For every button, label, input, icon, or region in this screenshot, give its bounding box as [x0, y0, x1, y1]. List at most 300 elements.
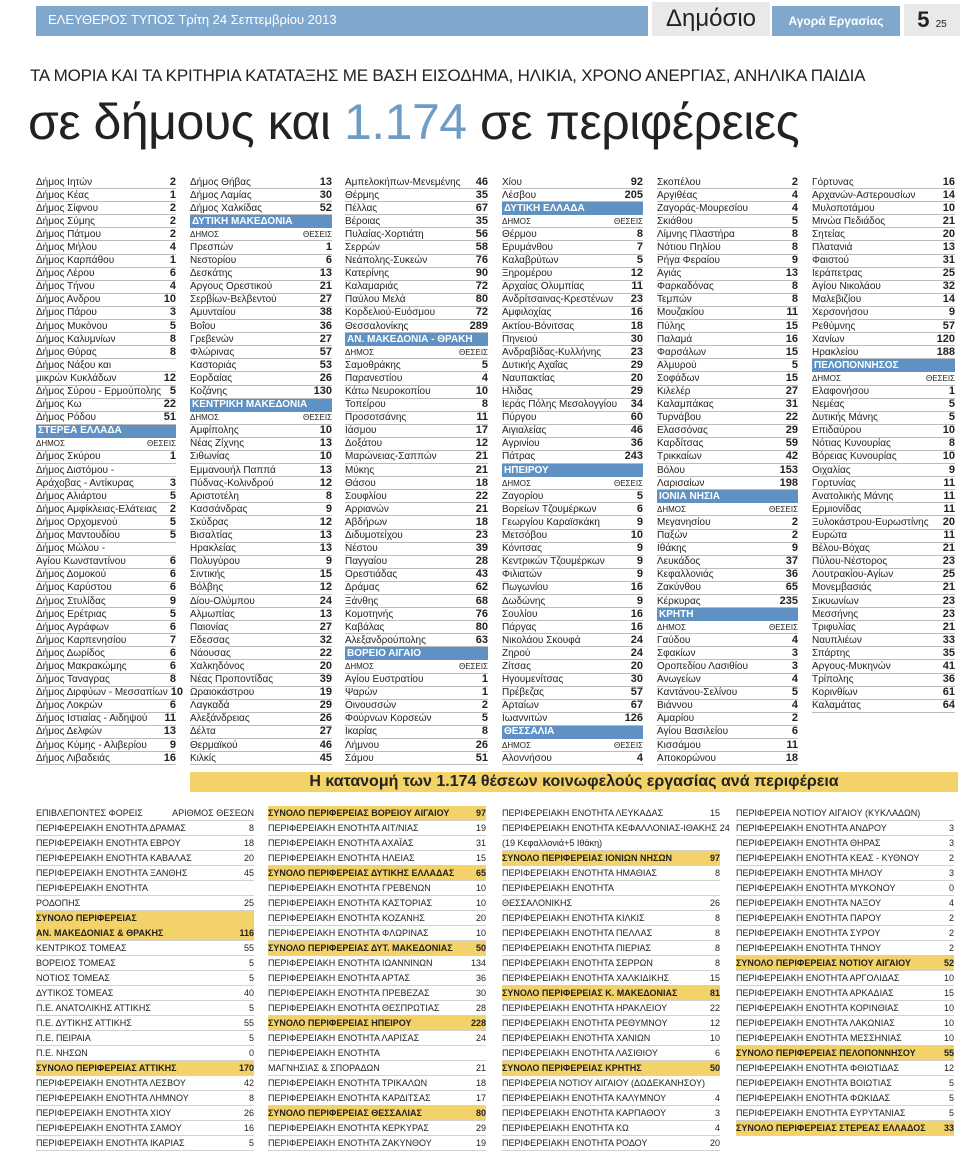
item-value: 5: [169, 489, 176, 502]
list-item: [657, 399, 798, 412]
item-value: 5: [169, 607, 176, 620]
region-heading: [190, 215, 332, 228]
total-row: [268, 1106, 486, 1121]
list-item: [502, 881, 720, 896]
item-value: 16: [243, 1122, 254, 1133]
list-item: [36, 569, 176, 582]
item-value: 55: [243, 942, 254, 953]
item-name: Πάργας: [502, 621, 537, 633]
item-value: 52: [319, 201, 332, 214]
item-value: 6: [325, 254, 332, 267]
item-value: 1: [169, 450, 176, 463]
item-value: 4: [169, 280, 176, 293]
item-value: 15: [709, 972, 720, 983]
list-item: [36, 477, 176, 490]
list-item: [345, 399, 488, 412]
list-item: [345, 241, 488, 254]
item-value: 25: [243, 897, 254, 908]
item-name: ΠΕΡΙΦΕΡΕΙΑΚΗ ΕΝΟΤΗΤΑ ΛΗΜΝΟΥ: [36, 1092, 189, 1103]
list-item: [502, 530, 643, 543]
item-name: Αρριανών: [345, 503, 389, 515]
item-value: 134: [470, 957, 486, 968]
list-item: [657, 516, 798, 529]
list-item: [657, 477, 798, 490]
item-value: 24: [630, 633, 643, 646]
item-name: Ικαρίας: [345, 726, 377, 738]
item-name: Ιάσμου: [345, 425, 377, 437]
list-item: [190, 647, 332, 660]
item-value: 55: [243, 1017, 254, 1028]
region-heading: [345, 647, 488, 660]
list-item: [345, 386, 488, 399]
list-item: [736, 1091, 954, 1106]
item-value: 10: [630, 529, 643, 542]
list-item: [345, 202, 488, 215]
list-item: [502, 255, 643, 268]
list-item: [502, 386, 643, 399]
item-value: 27: [319, 293, 332, 306]
item-name: ΑΝ. ΜΑΚΕΔΟΝΙΑΣ & ΘΡΑΚΗΣ: [36, 927, 164, 938]
item-value: 51: [475, 751, 488, 764]
item-value: 2: [169, 502, 176, 515]
list-item: [812, 490, 955, 503]
item-value: 1: [169, 254, 176, 267]
item-value: 8: [714, 957, 720, 968]
list-item: [190, 333, 332, 346]
list-item: [345, 595, 488, 608]
item-value: 31: [785, 398, 798, 411]
list-item: [736, 911, 954, 926]
item-name: ΘΕΣΣΑΛΟΝΙΚΗΣ: [502, 897, 573, 908]
item-name: Φούρνων Κορσεών: [345, 713, 432, 725]
list-item: [657, 241, 798, 254]
item-name: Ανδραβίδας-Κυλλήνης: [502, 346, 602, 358]
item-name: Τριφυλίας: [812, 621, 856, 633]
item-value: 228: [470, 1017, 486, 1028]
column-header: [657, 503, 798, 516]
list-item: [36, 713, 176, 726]
item-value: 5: [169, 529, 176, 542]
item-name: Παγγαίου: [345, 556, 388, 568]
list-item: [502, 1121, 720, 1136]
list-item: [812, 530, 955, 543]
item-name: Δήμος Ρόδου: [36, 412, 96, 424]
item-name: Καβάλας: [345, 621, 385, 633]
item-value: 36: [942, 673, 955, 686]
column-header: [502, 739, 643, 752]
item-value: 11: [164, 712, 176, 725]
item-name: Βορείων Τζουμέρκων: [502, 503, 597, 515]
item-value: 3: [948, 867, 954, 878]
list-item: [345, 281, 488, 294]
item-name: Σκύδρας: [190, 516, 229, 528]
item-name: Χερσονήσου: [812, 307, 869, 319]
item-name: Δήμος Σύμης: [36, 215, 95, 227]
item-value: 15: [475, 852, 486, 863]
list-item: [657, 451, 798, 464]
item-name: Αγίου Ευστρατίου: [345, 674, 424, 686]
item-name: Αγίου Βασιλείου: [657, 726, 729, 738]
item-value: 10: [475, 385, 488, 397]
item-name: Ναυπακτίας: [502, 372, 555, 384]
item-value: 38: [319, 306, 332, 319]
item-value: 21: [475, 463, 488, 476]
item-name: Δήμος Καρπενησίου: [36, 634, 127, 646]
list-item: [345, 503, 488, 516]
item-name: ΠΕΡΙΦΕΡΕΙΑΚΗ ΕΝΟΤΗΤΑ ΞΑΝΘΗΣ: [36, 867, 188, 878]
item-name: Εδεσσας: [190, 634, 230, 646]
item-name: Ηγουμενίτσας: [502, 674, 564, 686]
item-name: Νέας Ζίχνης: [190, 438, 245, 450]
municipality-column-6: [812, 176, 955, 713]
list-item: [812, 503, 955, 516]
item-value: 116: [239, 927, 254, 938]
list-item: [502, 660, 643, 673]
list-item: [345, 359, 488, 372]
list-item: [812, 189, 955, 202]
list-item: [36, 726, 176, 739]
item-name: Πύλης: [657, 320, 686, 332]
item-name: ΒΟΡΕΙΟ ΑΙΓΑΙΟ: [347, 647, 422, 659]
item-value: 29: [630, 358, 643, 371]
item-name: Σιντικής: [190, 569, 225, 581]
item-name: Καλαμαριάς: [345, 281, 399, 293]
item-name: Ελασσόνας: [657, 425, 708, 437]
item-name: ΠΕΡΙΦΕΡΕΙΑΚΗ ΕΝΟΤΗΤΑ ΑΝΔΡΟΥ: [736, 822, 887, 833]
item-value: 72: [475, 280, 488, 293]
item-name: Κορινθίων: [812, 687, 858, 699]
item-value: ΘΕΣΕΙΣ: [613, 216, 643, 226]
item-value: 9: [948, 463, 955, 476]
item-value: 6: [169, 646, 176, 659]
item-value: 10: [943, 1032, 954, 1043]
item-name: ΣΥΝΟΛΟ ΠΕΡΙΦΕΡΕΙΑΣ ΔΥΤΙΚΗΣ ΕΛΛΑΔΑΣ: [268, 867, 455, 878]
item-name: Φιλιατών: [502, 569, 542, 581]
list-item: [345, 451, 488, 464]
item-value: 26: [709, 897, 720, 908]
list-item: [502, 241, 643, 254]
item-value: 22: [475, 489, 488, 502]
item-name: Δήμος Αμφίκλειας-Ελάτειας: [36, 503, 157, 515]
item-name: ΠΕΡΙΦΕΡΕΙΑΚΗ ΕΝΟΤΗΤΑ ΑΡΚΑΔΙΑΣ: [736, 987, 894, 998]
list-item: [190, 202, 332, 215]
item-name: ΠΕΡΙΦΕΡΕΙΑΚΗ ΕΝΟΤΗΤΑ ΑΡΓΟΛΙΔΑΣ: [736, 972, 900, 983]
item-value: 4: [791, 633, 798, 646]
list-item: [190, 189, 332, 202]
item-name: Ιωαννιτών: [502, 713, 548, 725]
list-item: [736, 806, 954, 821]
list-item: [36, 1106, 254, 1121]
item-name: ΔΗΜΟΣ: [657, 622, 686, 632]
list-item: [657, 660, 798, 673]
item-value: 67: [630, 699, 643, 712]
item-name: Βόρειας Κυνουρίας: [812, 451, 897, 463]
list-item: [345, 189, 488, 202]
item-value: 10: [170, 686, 183, 699]
item-name: ΠΕΡΙΦΕΡΕΙΑΚΗ ΕΝΟΤΗΤΑ ΒΟΙΩΤΙΑΣ: [736, 1077, 892, 1088]
list-item: [36, 464, 176, 477]
item-name: Ερυμάνθου: [502, 241, 553, 253]
item-name: Γόρτυνας: [812, 176, 854, 188]
list-item: [36, 556, 176, 569]
list-item: [812, 386, 955, 399]
kicker: ΤΑ ΜΟΡΙΑ ΚΑΙ ΤΑ ΚΡΙΤΗΡΙΑ ΚΑΤΑΤΑΞΗΣ ΜΕ ΒΑΣΗ ΕΙΣΟΔΗΜΑ, ΗΛΙΚΙΑ, ΧΡΟΝΟ ΑΝΕΡΓΙΑΣ, ΑΝΗΛΙΚΑ ΠΑΙΔΙΑ: [30, 66, 866, 85]
list-item: [657, 556, 798, 569]
list-item: [502, 911, 720, 926]
item-name: Δήμος Σίφνου: [36, 202, 99, 214]
item-name: ΠΕΡΙΦΕΡΕΙΑΚΗ ΕΝΟΤΗΤΑ ΤΗΝΟΥ: [736, 942, 882, 953]
item-name: ΠΕΡΙΦΕΡΕΙΑΚΗ ΕΝΟΤΗΤΑ ΜΗΛΟΥ: [736, 867, 883, 878]
list-item: [657, 569, 798, 582]
item-value: 4: [481, 371, 488, 384]
item-value: 13: [319, 175, 332, 188]
item-value: 76: [475, 607, 488, 620]
list-item: [268, 926, 486, 941]
item-name: Οροπεδίου Λασιθίου: [657, 660, 748, 672]
item-value: 10: [942, 450, 955, 463]
item-name: ΘΕΣΣΑΛΙΑ: [504, 726, 555, 738]
item-name: Ναυπλιέων: [812, 634, 862, 646]
list-item: [36, 821, 254, 836]
list-item: [657, 752, 798, 765]
list-item: [190, 752, 332, 765]
list-item: [268, 836, 486, 851]
item-name: Ρεθύμνης: [812, 320, 856, 332]
item-name: (19 Κεφαλλονιά+5 Ιθάκη): [502, 837, 603, 848]
page-number: [904, 4, 960, 36]
item-value: 76: [475, 254, 488, 267]
list-item: [502, 1091, 720, 1106]
item-name: ΣΥΝΟΛΟ ΠΕΡΙΦΕΡΕΙΑΣ ΘΕΣΣΑΛΙΑΣ: [268, 1107, 422, 1118]
list-item: [657, 346, 798, 359]
item-name: Σουλίου: [502, 608, 538, 620]
list-item: [190, 477, 332, 490]
newspaper-date: ΕΛΕΥΘΕΡΟΣ ΤΥΠΟΣ Τρίτη 24 Σεπτεμβρίου 2013: [48, 12, 337, 27]
list-item: [657, 307, 798, 320]
item-name: Ιθάκης: [657, 543, 687, 555]
item-value: 68: [475, 594, 488, 607]
item-value: 4: [714, 1092, 720, 1103]
list-item: [812, 320, 955, 333]
list-item: [812, 464, 955, 477]
list-item: [345, 412, 488, 425]
list-item: [736, 851, 954, 866]
item-value: 188: [936, 345, 955, 358]
item-value: 1: [481, 673, 488, 686]
item-name: ΣΥΝΟΛΟ ΠΕΡΙΦΕΡΕΙΑΣ: [36, 912, 137, 923]
list-item: [36, 1046, 254, 1061]
item-value: 8: [325, 489, 332, 502]
item-value: 24: [630, 646, 643, 659]
item-value: 17: [475, 1092, 486, 1103]
item-name: Δοξάτου: [345, 438, 383, 450]
list-item: [502, 320, 643, 333]
item-value: 12: [943, 1062, 954, 1073]
item-value: 3: [714, 1107, 720, 1118]
item-value: 57: [630, 686, 643, 699]
item-value: 10: [709, 1032, 720, 1043]
item-value: 36: [475, 972, 486, 983]
item-name: ΔΥΤΙΚΗ ΜΑΚΕΔΟΝΙΑ: [192, 215, 293, 227]
list-item: [190, 569, 332, 582]
item-value: 2: [169, 214, 176, 227]
item-name: Ψαρών: [345, 687, 378, 699]
item-value: 65: [475, 867, 486, 878]
item-value: 6: [169, 267, 176, 280]
list-item: [36, 595, 176, 608]
list-item: [502, 307, 643, 320]
list-item: [502, 700, 643, 713]
item-value: 36: [630, 437, 643, 450]
list-item: [345, 255, 488, 268]
item-value: 8: [714, 912, 720, 923]
list-item: [657, 647, 798, 660]
total-row: [36, 926, 254, 941]
item-name: Χίου: [502, 176, 522, 188]
item-value: 9: [948, 306, 955, 319]
item-name: ΠΕΡΙΦΕΡΕΙΑΚΗ ΕΝΟΤΗΤΑ ΕΒΡΟΥ: [36, 837, 181, 848]
item-name: Δήμος Λιβαδειάς: [36, 752, 110, 764]
item-value: 19: [319, 686, 332, 699]
item-name: Μινώα Πεδιάδος: [812, 215, 886, 227]
item-name: Σπάρτης: [812, 647, 851, 659]
list-item: [812, 294, 955, 307]
list-item: [812, 700, 955, 713]
list-item: [36, 1121, 254, 1136]
item-name: ΔΗΜΟΣ: [812, 373, 841, 383]
item-name: Μαρώνειας-Σαππών: [345, 451, 437, 463]
item-name: Σερβίων-Βελβεντού: [190, 294, 277, 306]
list-item: [502, 1106, 720, 1121]
total-row: [268, 941, 486, 956]
item-value: 10: [475, 882, 486, 893]
item-name: Αλεξανδρούπολης: [345, 634, 426, 646]
list-item: [502, 294, 643, 307]
item-value: ΘΕΣΕΙΣ: [613, 740, 643, 750]
list-item: [502, 503, 643, 516]
item-value: 5: [248, 1032, 254, 1043]
item-name: Πάτρας: [502, 451, 536, 463]
list-item: [36, 268, 176, 281]
item-name: Νεστορίου: [190, 255, 237, 267]
item-name: ΠΕΡΙΦΕΡΕΙΑ ΝΟΤΙΟΥ ΑΙΓΑΙΟΥ (ΔΩΔΕΚΑΝΗΣΟΥ): [502, 1077, 705, 1088]
item-value: 5: [169, 319, 176, 332]
item-name: Βιάννου: [657, 700, 693, 712]
list-item: [812, 543, 955, 556]
list-item: [736, 1076, 954, 1091]
item-name: ΣΥΝΟΛΟ ΠΕΡΙΦΕΡΕΙΑΣ Κ. ΜΑΚΕΔΟΝΙΑΣ: [502, 987, 678, 998]
item-name: Δήμος Ερέτριας: [36, 608, 107, 620]
list-item: [345, 530, 488, 543]
item-value: 2: [481, 699, 488, 712]
list-item: [812, 438, 955, 451]
list-item: [268, 1076, 486, 1091]
item-name: Μονεμβασιάς: [812, 582, 872, 594]
list-item: [812, 176, 955, 189]
item-value: 6: [636, 502, 643, 515]
item-name: Ζαγοράς-Μουρεσίου: [657, 202, 749, 214]
item-name: ΜΑΓΝΗΣΙΑΣ & ΣΠΟΡΑΔΩΝ: [268, 1062, 380, 1073]
item-name: Ελαφονήσου: [812, 386, 870, 397]
item-name: Αγρινίου: [502, 438, 540, 450]
item-value: 45: [319, 751, 332, 764]
item-name: Νάουσας: [190, 647, 231, 659]
item-value: 130: [313, 385, 332, 397]
item-name: Λέσβου: [502, 189, 537, 201]
list-item: [268, 1061, 486, 1076]
item-value: 97: [475, 807, 486, 818]
list-item: [36, 543, 176, 556]
item-name: Κεντρικών Τζουμέρκων: [502, 556, 605, 568]
item-value: 50: [709, 1062, 720, 1073]
item-name: Αγίου Κωνσταντίνου: [36, 556, 126, 568]
item-name: Νικολάου Σκουφά: [502, 634, 581, 646]
list-item: [657, 634, 798, 647]
list-item: [36, 399, 176, 412]
list-item: [502, 176, 643, 189]
list-item: [657, 674, 798, 687]
item-value: 16: [942, 175, 955, 188]
item-value: 81: [709, 987, 720, 998]
item-name: Αλμωπίας: [190, 608, 235, 620]
item-value: 80: [475, 620, 488, 633]
item-name: ΠΕΡΙΦΕΡΕΙΑΚΗ ΕΝΟΤΗΤΑ ΑΡΤΑΣ: [268, 972, 410, 983]
item-name: Ιεράπετρας: [812, 268, 863, 280]
item-name: Πλατανιά: [812, 241, 853, 253]
item-name: ΠΕΡΙΦΕΡΕΙΑΚΗ ΕΝΟΤΗΤΑ ΣΑΜΟΥ: [36, 1122, 182, 1133]
list-item: [268, 1001, 486, 1016]
allocation-table-1: [36, 806, 254, 1151]
item-value: 35: [475, 188, 488, 201]
list-item: [657, 255, 798, 268]
list-item: [345, 739, 488, 752]
list-item: [36, 176, 176, 189]
item-name: ΡΟΔΟΠΗΣ: [36, 897, 81, 908]
item-name: Αγίου Νικολάου: [812, 281, 881, 293]
item-name: Δήμος Αλιάρτου: [36, 490, 107, 502]
list-item: [36, 752, 176, 765]
item-value: 18: [475, 515, 488, 528]
item-name: Νότιου Πηλίου: [657, 241, 721, 253]
region-heading: [502, 464, 643, 477]
list-item: [502, 674, 643, 687]
item-value: 39: [475, 542, 488, 555]
list-item: [36, 320, 176, 333]
item-name: ΠΕΡΙΦΕΡΕΙΑΚΗ ΕΝΟΤΗΤΑ ΚΕΡΚΥΡΑΣ: [268, 1122, 429, 1133]
item-name: Νέας Προποντίδας: [190, 674, 274, 686]
item-value: 27: [319, 332, 332, 345]
item-name: Βόλου: [657, 464, 685, 476]
item-name: Θέρμου: [502, 228, 537, 240]
column-header: [812, 372, 955, 385]
item-value: 35: [942, 646, 955, 659]
item-name: Σιθωνίας: [190, 451, 230, 463]
item-name: Ξηρομέρου: [502, 268, 553, 280]
item-name: Πέλλας: [345, 202, 378, 214]
item-value: 27: [319, 725, 332, 738]
list-item: [736, 821, 954, 836]
list-item: [36, 941, 254, 956]
item-name: ΠΕΡΙΦΕΡΕΙΑΚΗ ΕΝΟΤΗΤΑ ΜΥΚΟΝΟΥ: [736, 882, 896, 893]
total-row: [736, 956, 954, 971]
list-item: [36, 255, 176, 268]
item-value: 0: [248, 1047, 254, 1058]
item-name: Θάσου: [345, 477, 376, 489]
item-name: Αβδήρων: [345, 516, 388, 528]
item-value: 289: [469, 319, 488, 332]
list-item: [345, 687, 488, 700]
item-value: 2: [948, 942, 954, 953]
